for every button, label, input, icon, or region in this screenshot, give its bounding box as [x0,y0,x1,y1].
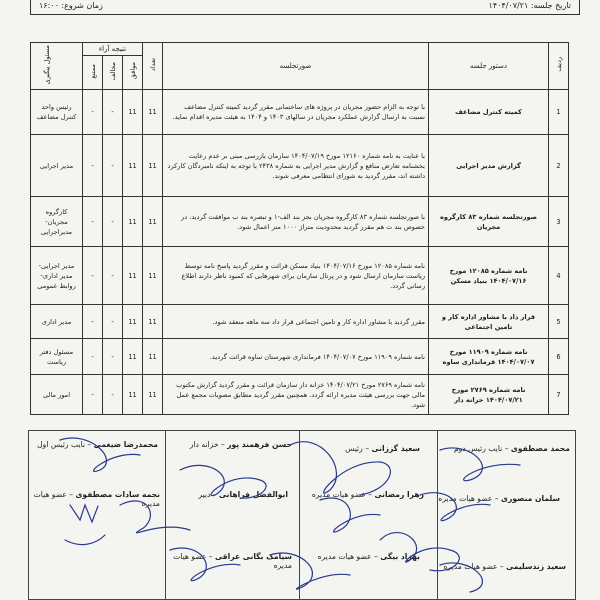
signature-board-member: سلمان منصوری – عضو هیات مدیره [438,494,560,503]
signature-board-member: زهرا رمضانی – عضو هیات مدیره [311,490,424,499]
minutes-table [30,42,569,415]
signature-board-member: سعید زندسلیمی – عضو هیات مدیره [443,562,566,571]
table-row: 3 صورتجلسه شماره ۸۳ کارگروه مجریان با صورتجلسه شماره ۸۳ کارگروه مجریان بجز بند الف-۱ و تبصره بند ب موافقت گردید. در خصوص بند ت هم مقرر گردید محدودیت متراژ ۱۰۰۰ متر اعمال شود. 11 11 - - کارگروه مجریان- مدیراجرایی [31,197,569,247]
table-row: 2 گزارش مدیر اجرایی با عنایت به نامه شماره ۱۲۱۶۰ مورخ ۱۴۰۴/۰۷/۱۹ سازمان بازرسی مبنی بر عدم رعایت بخشنامه تعارض منافع و گزارش مدیر اجرایی به شماره ۲۴۳۸ با توجه به اینکه نامبردگان کارکرد داشته اند، مقرر گردید به شورای انتظامی معرفی شوند. 11 11 - - مدیر اجرایی [31,135,569,197]
meeting-date: تاریخ جلسه: ۱۴۰۴/۰۷/۲۱ [488,1,571,10]
signature-board-member: نجمه سادات مصطفوی – عضو هیات مدیره [33,490,160,508]
table-row: 7 نامه شماره ۲۷۶۹ مورخ ۱۴۰۴/۰۷/۲۱ خزانه دار نامه شماره ۲۷۶۹ مورخ ۱۴۰۴/۰۷/۲۱ خزانه دار سازمان قرائت و مقرر گردید گزارش مکتوب مالی جهت بررسی هیئت مدیره ارائه گردد. همچنین مقرر گردید مطابق مصوبات مجمع عمل شود. 11 11 - - امور مالی [31,375,569,415]
table-row: 5 قرار داد با مشاور اداره کار و تامین اجتماعی مقرر گردید با مشاور اداره کار و تامین اجتماعی قرار داد سه ماهه منعقد شود. 11 11 - - مدیر اداری [31,305,569,339]
signature-board-member: بهزاد بیگی – عضو هیات مدیره [317,552,420,561]
header-agenda: دستور جلسه [429,43,549,90]
header-responsible: مسئول پیگیری [31,43,83,90]
signature-board-member: سیامک بگانی عراقی – عضو هیات مدیره [173,552,292,570]
signature-vp1: محمدرضا ضیغمی – نایب رئیس اول [37,440,158,449]
header-abstain: ممتنع [83,56,103,90]
signature-treasurer: حسن فرهمند پور – خزانه دار [189,440,292,449]
header-row-number: ردیف [549,43,569,90]
header-vote-result: نتیجه آراء [83,43,143,56]
table-row: 1 کمیته کنترل مضاعف با توجه به الزام حضور مجریان در پروژه های ساختمانی مقرر گردید کمیته کنترل مضاعف نسبت به ارسال گزارش عملکرد مجریان در سالهای ۱۴۰۳ و ۱۴۰۴ به هیئت مدیره اقدام نماید. 11 11 - - رئیس واحد کنترل مضاعف [31,90,569,135]
start-time: زمان شروع: ۱۶:۰۰ [39,1,103,10]
signature-secretary: ابوالفضل فراهانی – دبیر [198,490,288,499]
header-oppose: مخالف [103,56,123,90]
signature-block [28,430,576,600]
header-minutes: صورتجلسه [163,43,429,90]
signature-vp2: محمد مصطفوی – نایب رئیس دوم [453,444,570,453]
header-present: تعداد [143,43,163,90]
signature-president: سعید گززانی – رئیس [345,444,420,453]
header-agree: موافق [123,56,143,90]
table-row: 4 نامه شماره ۱۲۰۸۵ مورخ ۱۴۰۴/۰۷/۱۶ بنیاد مسکن نامه شماره ۱۲۰۸۵ مورخ ۱۴۰۴/۰۷/۱۶ بنیاد مسکن قرائت و مقرر گردید پاسخ نامه توسط ریاست سازمان ارسال شود و در پرتال سازمان برای شهرهایی که کمبود ناظر دارند اطلاع رسانی گردد. 11 11 - - مدیر اجرایی-مدیر اداری-روابط عمومی [31,247,569,305]
meeting-header-strip [30,0,580,15]
table-row: 6 نامه شماره ۱۱۹۰۹ مورخ ۱۴۰۴/۰۷/۰۷ فرمانداری ساوه نامه شماره ۱۱۹۰۹ مورخ ۱۴۰۴/۰۷/۰۷ فرمانداری شهرستان ساوه قرائت گردید. 11 11 - - مسئول دفتر ریاست [31,339,569,375]
